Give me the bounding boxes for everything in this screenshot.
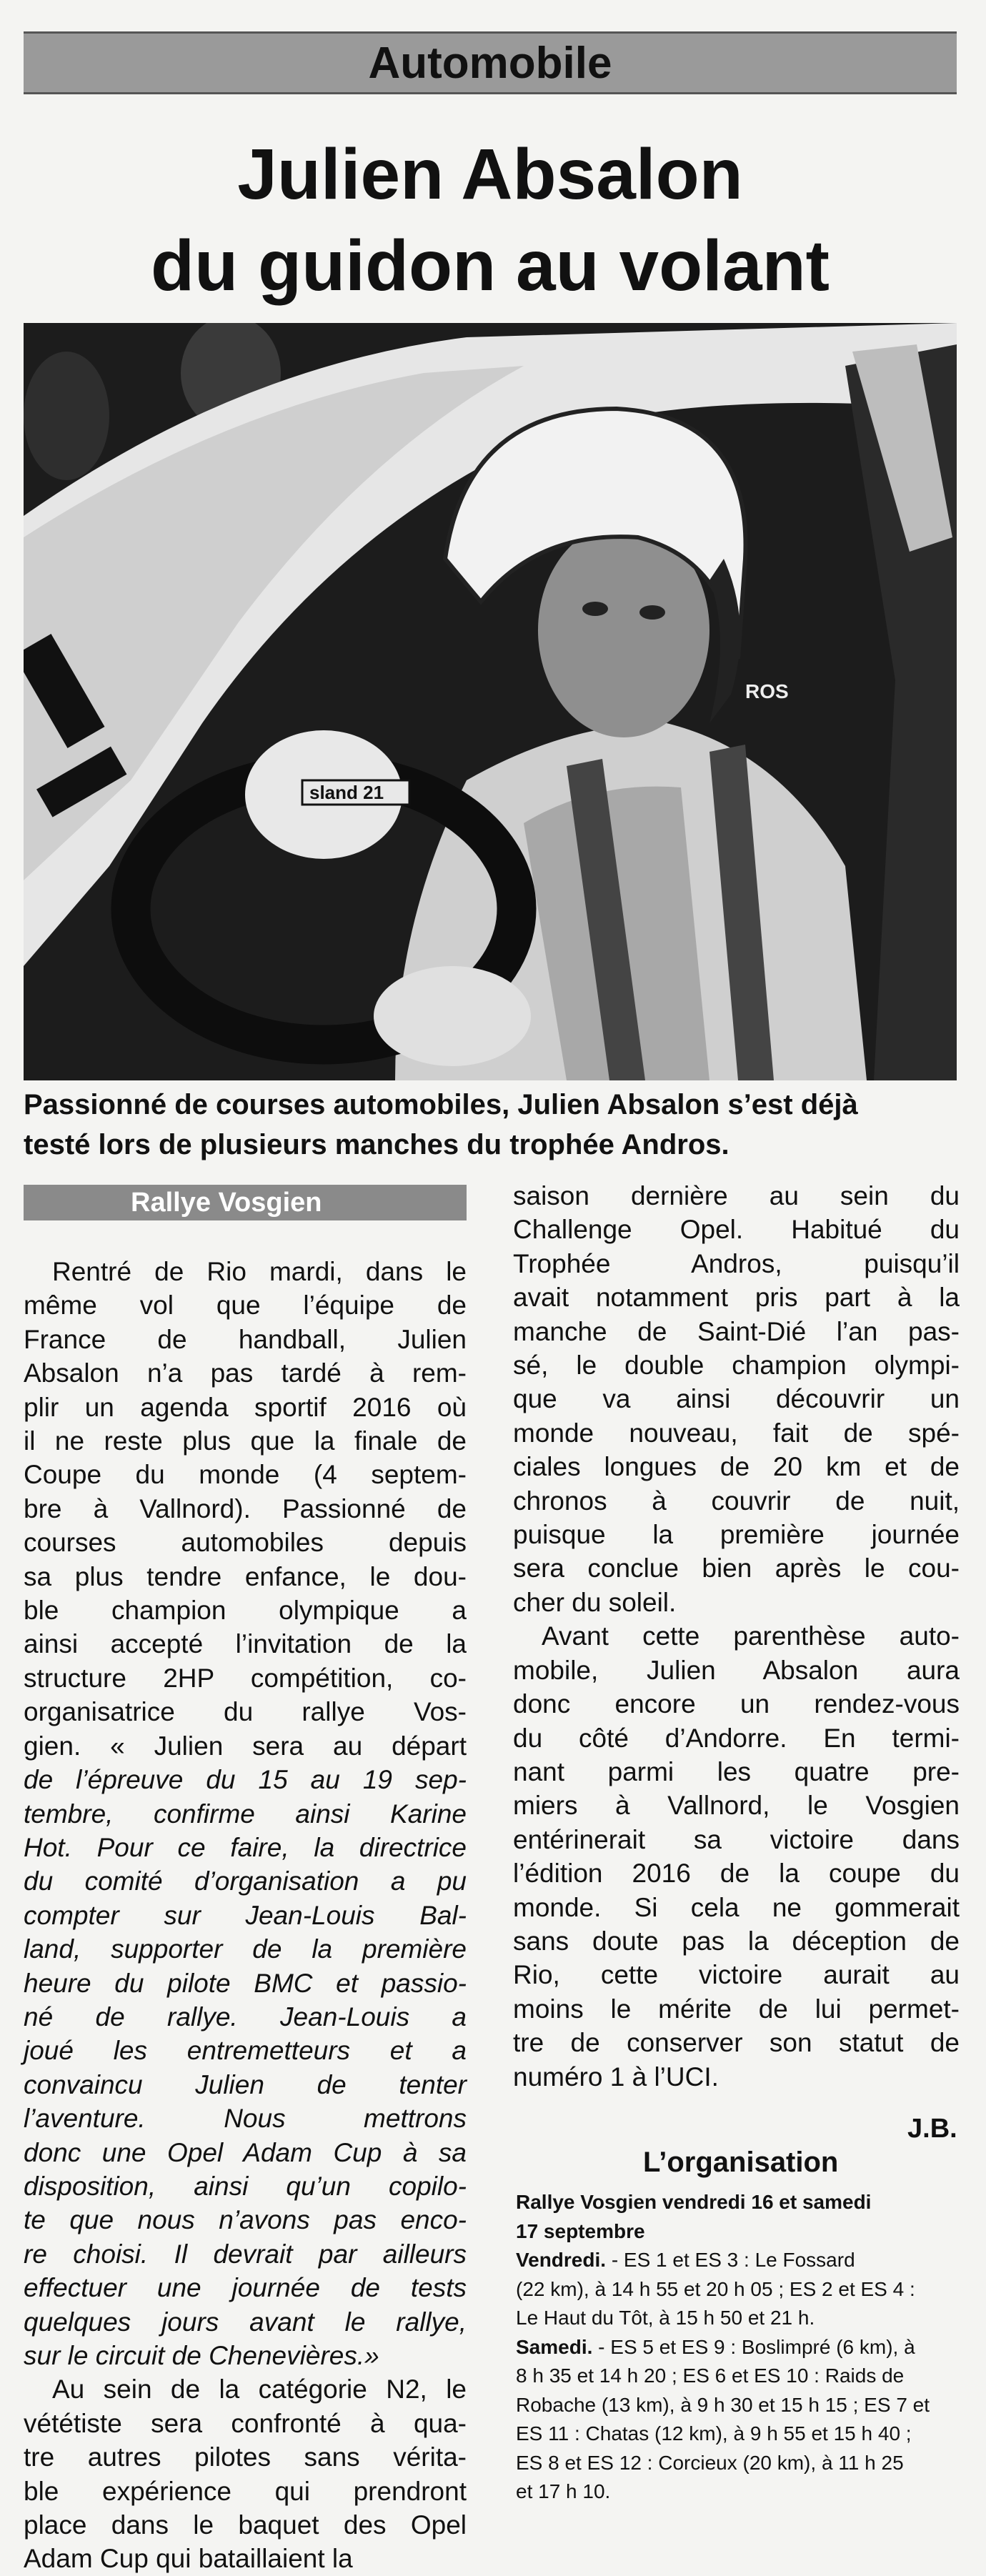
caption-line-2: testé lors de plusieurs manches du trophée Andros. bbox=[24, 1129, 729, 1160]
text-line: ble expérience qui prendront bbox=[24, 2476, 467, 2506]
photo-illustration bbox=[24, 323, 957, 1080]
headline-line-2: du guidon au volant bbox=[151, 226, 830, 306]
rubric-label: Automobile bbox=[368, 38, 612, 88]
text-line: sur le circuit de Chenevières.» bbox=[24, 2341, 379, 2370]
schedule-friday-3: Le Haut du Tôt, à 15 h 50 et 21 h. bbox=[516, 2307, 815, 2329]
text-line: de l’épreuve du 15 au 19 sep- bbox=[24, 1765, 467, 1795]
schedule-friday-2: (22 km), à 14 h 55 et 20 h 05 ; ES 2 et ES 4 : bbox=[516, 2277, 915, 2300]
text-line: tre autres pilotes sans vérita- bbox=[24, 2442, 467, 2472]
rubric-banner bbox=[24, 31, 957, 94]
column-1-text bbox=[24, 1255, 467, 2576]
text-line: même vol que l’équipe de bbox=[24, 1291, 467, 1321]
text-line: il ne reste plus que la finale de bbox=[24, 1426, 467, 1456]
text-line: ciales longues de 20 km et de bbox=[513, 1452, 960, 1482]
section-heading: Rallye Vosgien bbox=[24, 1185, 467, 1220]
text-line: ainsi accepté l’invitation de la bbox=[24, 1629, 467, 1659]
text-line: land, supporter de la première bbox=[24, 1934, 467, 1964]
text-line: Absalon n’a pas tardé à rem- bbox=[24, 1358, 467, 1388]
article-column-2 bbox=[513, 1179, 960, 2094]
text-line: Coupe du monde (4 septem- bbox=[24, 1460, 467, 1490]
text-line: disposition, ainsi qu’un copilo- bbox=[24, 2171, 467, 2201]
schedule-intro-1: Rallye Vosgien vendredi 16 et samedi bbox=[516, 2191, 872, 2213]
caption-line-1: Passionné de courses automobiles, Julien Absalon s’est déjà bbox=[24, 1089, 858, 1120]
text-line: numéro 1 à l’UCI. bbox=[513, 2062, 719, 2092]
text-line: joué les entremetteurs et a bbox=[24, 2036, 467, 2066]
text-line: monde nouveau, fait de spé- bbox=[513, 1418, 960, 1448]
text-line: France de handball, Julien bbox=[24, 1324, 467, 1354]
text-line: l’édition 2016 de la coupe du bbox=[513, 1859, 960, 1889]
text-line: sans doute pas la déception de bbox=[513, 1926, 960, 1956]
schedule-saturday-3: Robache (13 km), à 9 h 30 et 15 h 15 ; ES 7 et bbox=[516, 2393, 930, 2416]
text-line: puisque la première journée bbox=[513, 1520, 960, 1550]
text-line: organisatrice du rallye Vos- bbox=[24, 1697, 467, 1727]
text-line: Adam Cup qui bataillaient la bbox=[24, 2544, 353, 2574]
text-line: du comité d’organisation a pu bbox=[24, 1866, 467, 1896]
text-line: Hot. Pour ce faire, la directrice bbox=[24, 1832, 467, 1862]
text-line: du côté d’Andorre. En termi- bbox=[513, 1723, 960, 1753]
text-line: effectuer une journée de tests bbox=[24, 2273, 467, 2303]
schedule-saturday-6: et 17 h 10. bbox=[516, 2480, 611, 2502]
headline-line-1: Julien Absalon bbox=[237, 134, 743, 214]
text-line: quelques jours avant le rallye, bbox=[24, 2307, 467, 2337]
article-column-1 bbox=[24, 1185, 467, 2576]
photo-badge-text: sland 21 bbox=[309, 782, 384, 803]
text-line: manche de Saint-Dié l’an pas- bbox=[513, 1316, 960, 1346]
text-line: Rio, cette victoire aurait au bbox=[513, 1960, 960, 1990]
text-line: chronos à couvrir de nuit, bbox=[513, 1486, 960, 1516]
text-line: vététiste sera confronté à qua- bbox=[24, 2408, 467, 2438]
text-line: donc encore un rendez-vous bbox=[513, 1689, 960, 1719]
text-line: compter sur Jean-Louis Bal- bbox=[24, 1900, 467, 1930]
text-line: tre de conserver son statut de bbox=[513, 2028, 960, 2058]
text-line: que va ainsi découvrir un bbox=[513, 1384, 960, 1414]
text-line: re choisi. Il devrait par ailleurs bbox=[24, 2239, 467, 2269]
text-line: Rentré de Rio mardi, dans le bbox=[52, 1257, 467, 1286]
schedule-saturday-1 bbox=[516, 2333, 959, 2362]
photo-suit-text: ROS bbox=[745, 680, 789, 702]
schedule-saturday-4: ES 11 : Chatas (12 km), à 9 h 55 et 15 h 40 ; bbox=[516, 2422, 912, 2445]
text-line: convaincu Julien de tenter bbox=[24, 2069, 467, 2099]
photo-caption bbox=[24, 1085, 957, 1165]
text-line: cher du soleil. bbox=[513, 1587, 677, 1617]
text-line: mobile, Julien Absalon aura bbox=[513, 1655, 960, 1685]
text-line: saison dernière au sein du bbox=[513, 1181, 960, 1210]
text-line: te que nous n’avons pas enco- bbox=[24, 2205, 467, 2235]
text-line: moins le mérite de lui permet- bbox=[513, 1994, 960, 2024]
schedule-saturday-2: 8 h 35 et 14 h 20 ; ES 6 et ES 10 : Raids de bbox=[516, 2364, 905, 2387]
text-line: entérinerait sa victoire dans bbox=[513, 1824, 960, 1854]
text-line: miers à Vallnord, le Vosgien bbox=[513, 1791, 960, 1821]
text-line: avait notamment pris part à la bbox=[513, 1283, 960, 1313]
text-line: structure 2HP compétition, co- bbox=[24, 1663, 467, 1693]
text-line: donc une Opel Adam Cup à sa bbox=[24, 2137, 467, 2167]
text-line: place dans le baquet des Opel bbox=[24, 2510, 467, 2540]
text-line: nant parmi les quatre pre- bbox=[513, 1756, 960, 1786]
text-line: sera conclue bien après le cou- bbox=[513, 1553, 960, 1583]
author-signature: J.B. bbox=[907, 2114, 957, 2144]
text-line: courses automobiles depuis bbox=[24, 1528, 467, 1558]
text-line: Trophée Andros, puisqu’il bbox=[513, 1248, 960, 1278]
text-line: heure du pilote BMC et passio- bbox=[24, 1968, 467, 1998]
organisation-schedule bbox=[516, 2188, 959, 2507]
saturday-label: Samedi. bbox=[516, 2335, 593, 2358]
schedule-intro-2: 17 septembre bbox=[516, 2219, 645, 2242]
text-line: Au sein de la catégorie N2, le bbox=[52, 2374, 467, 2405]
text-line: plir un agenda sportif 2016 où bbox=[24, 1392, 467, 1422]
text-line: sé, le double champion olympi- bbox=[513, 1351, 960, 1381]
article-photo bbox=[24, 323, 957, 1080]
text-line: sa plus tendre enfance, le dou- bbox=[24, 1561, 467, 1591]
saturday-text-1: - ES 5 et ES 9 : Boslimpré (6 km), à bbox=[592, 2335, 915, 2358]
text-line: l’aventure. Nous mettrons bbox=[24, 2104, 467, 2134]
text-line: Avant cette parenthèse auto- bbox=[542, 1621, 960, 1651]
friday-label: Vendredi. bbox=[516, 2249, 607, 2271]
text-line: bre à Vallnord). Passionné de bbox=[24, 1493, 467, 1523]
text-line: ble champion olympique a bbox=[24, 1596, 467, 1626]
text-line: monde. Si cela ne gommerait bbox=[513, 1892, 960, 1922]
text-line: Challenge Opel. Habitué du bbox=[513, 1215, 960, 1245]
column-2-text bbox=[513, 1179, 960, 2094]
text-line: tembre, confirme ainsi Karine bbox=[24, 1799, 467, 1829]
friday-text-1: - ES 1 et ES 3 : Le Fossard bbox=[606, 2249, 855, 2271]
headline bbox=[24, 129, 957, 312]
organisation-heading: L’organisation bbox=[643, 2147, 839, 2178]
schedule-saturday-5: ES 8 et ES 12 : Corcieux (20 km), à 11 h 25 bbox=[516, 2451, 904, 2474]
text-line: né de rallye. Jean-Louis a bbox=[24, 2001, 467, 2032]
schedule-friday-1 bbox=[516, 2246, 959, 2275]
text-line: gien. « Julien sera au départ bbox=[24, 1731, 467, 1761]
